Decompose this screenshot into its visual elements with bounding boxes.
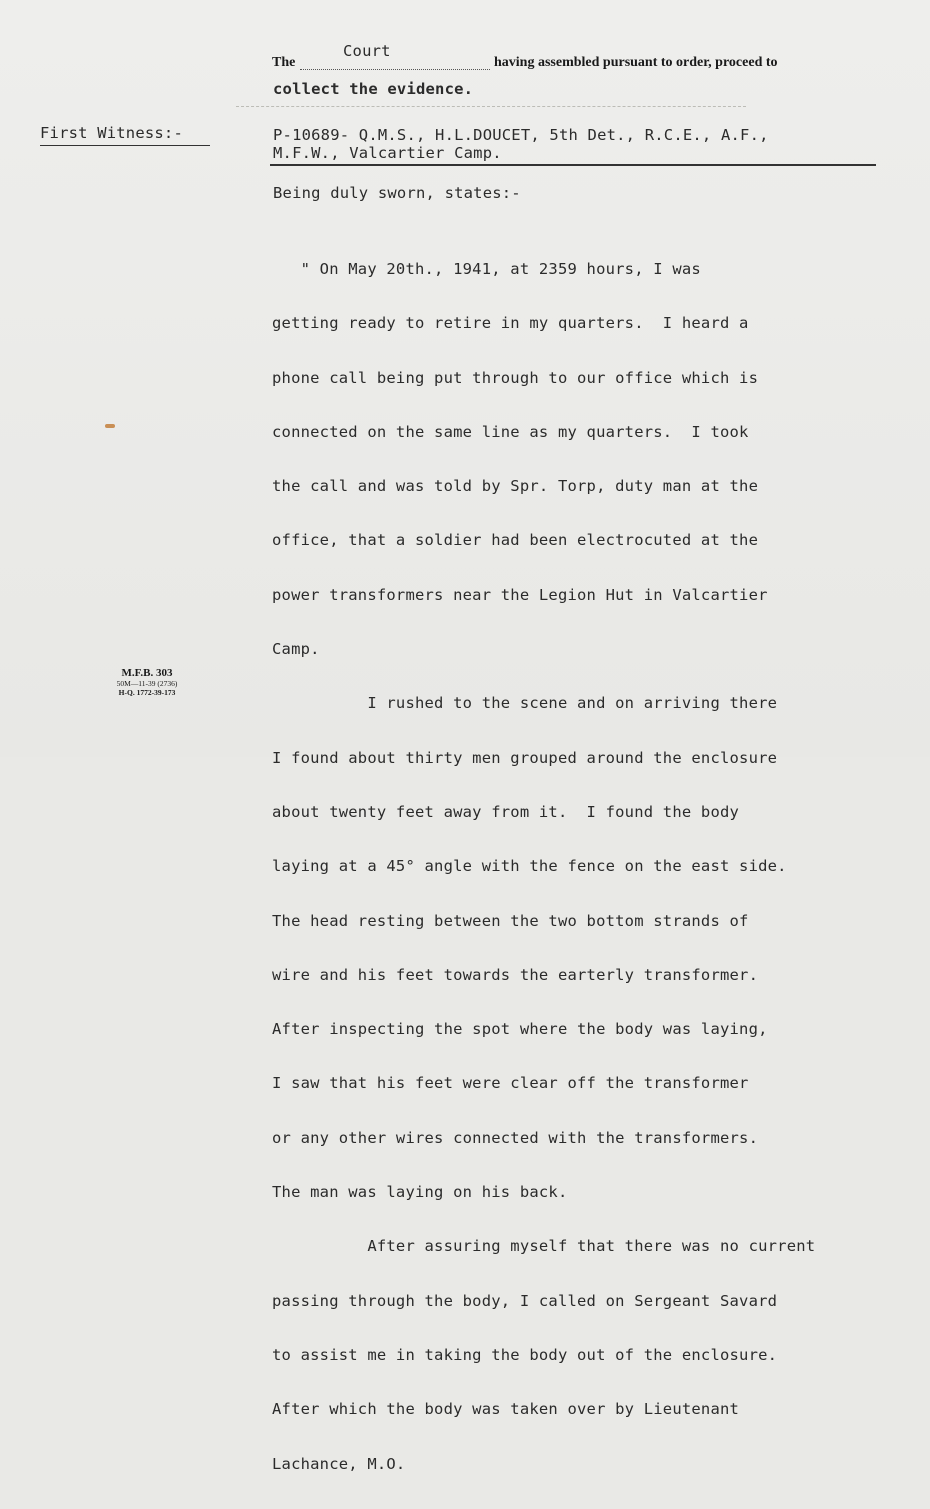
testimony-line: Camp. [272, 640, 320, 659]
testimony-line: phone call being put through to our office which is [272, 368, 759, 387]
first-witness-label: First Witness:- [40, 124, 183, 142]
the-word: The [272, 55, 296, 70]
testimony-line: Lachance, M.O. [272, 1454, 406, 1473]
form-code-block [92, 667, 202, 697]
testimony-line: to assist me in taking the body out of the enclosure. [272, 1345, 778, 1364]
testimony-line: The man was laying on his back. [272, 1183, 568, 1202]
testimony-line: After which the body was taken over by Lieutenant [272, 1400, 740, 1419]
testimony-line: The head resting between the two bottom strands of [272, 911, 749, 930]
testimony-line: I rushed to the scene and on arriving there [272, 694, 778, 713]
testimony-line: " On May 20th., 1941, at 2359 hours, I was [272, 260, 701, 278]
testimony-line: power transformers near the Legion Hut in Valcartier [272, 585, 768, 604]
sworn-statement-intro: Being duly sworn, states:- [273, 184, 521, 202]
testimony-line: wire and his feet towards the earterly transformer. [272, 965, 759, 984]
witness-id-rule [270, 164, 876, 166]
testimony-line: connected on the same line as my quarters. I took [272, 422, 749, 441]
testimony-body [272, 224, 815, 1509]
testimony-line: the call and was told by Spr. Torp, duty man at the [272, 477, 759, 496]
testimony-line: getting ready to retire in my quarters. I heard a [272, 314, 749, 333]
court-word: Court [343, 42, 391, 60]
paper-speck [105, 424, 115, 428]
form-hq-reference: H-Q. 1772-39-173 [118, 688, 176, 697]
testimony-line: After inspecting the spot where the body was laying, [272, 1020, 768, 1039]
witness-id-line-1: P-10689- Q.M.S., H.L.DOUCET, 5th Det., R.C.E., A.F., [273, 126, 769, 144]
assembled-text: having assembled pursuant to order, proceed to [494, 55, 778, 70]
collect-evidence-text: collect the evidence. [273, 80, 474, 98]
testimony-line: laying at a 45° angle with the fence on the east side. [272, 857, 787, 876]
testimony-line: I saw that his feet were clear off the transformer [272, 1074, 749, 1093]
witness-id-line-2: M.F.W., Valcartier Camp. [273, 144, 502, 162]
faint-divider [236, 106, 746, 107]
testimony-line: After assuring myself that there was no current [272, 1237, 816, 1256]
testimony-line: passing through the body, I called on Sergeant Savard [272, 1291, 778, 1310]
form-number: M.F.B. 303 [121, 667, 173, 679]
testimony-line: office, that a soldier had been electrocuted at the [272, 531, 759, 550]
testimony-line: about twenty feet away from it. I found the body [272, 802, 740, 821]
testimony-line: or any other wires connected with the transformers. [272, 1128, 759, 1147]
testimony-line: I found about thirty men grouped around the enclosure [272, 748, 778, 767]
dotted-fill-line [300, 69, 490, 70]
first-witness-underline [40, 145, 210, 146]
form-print-run: 50M—11-39 (2736) [116, 679, 178, 688]
